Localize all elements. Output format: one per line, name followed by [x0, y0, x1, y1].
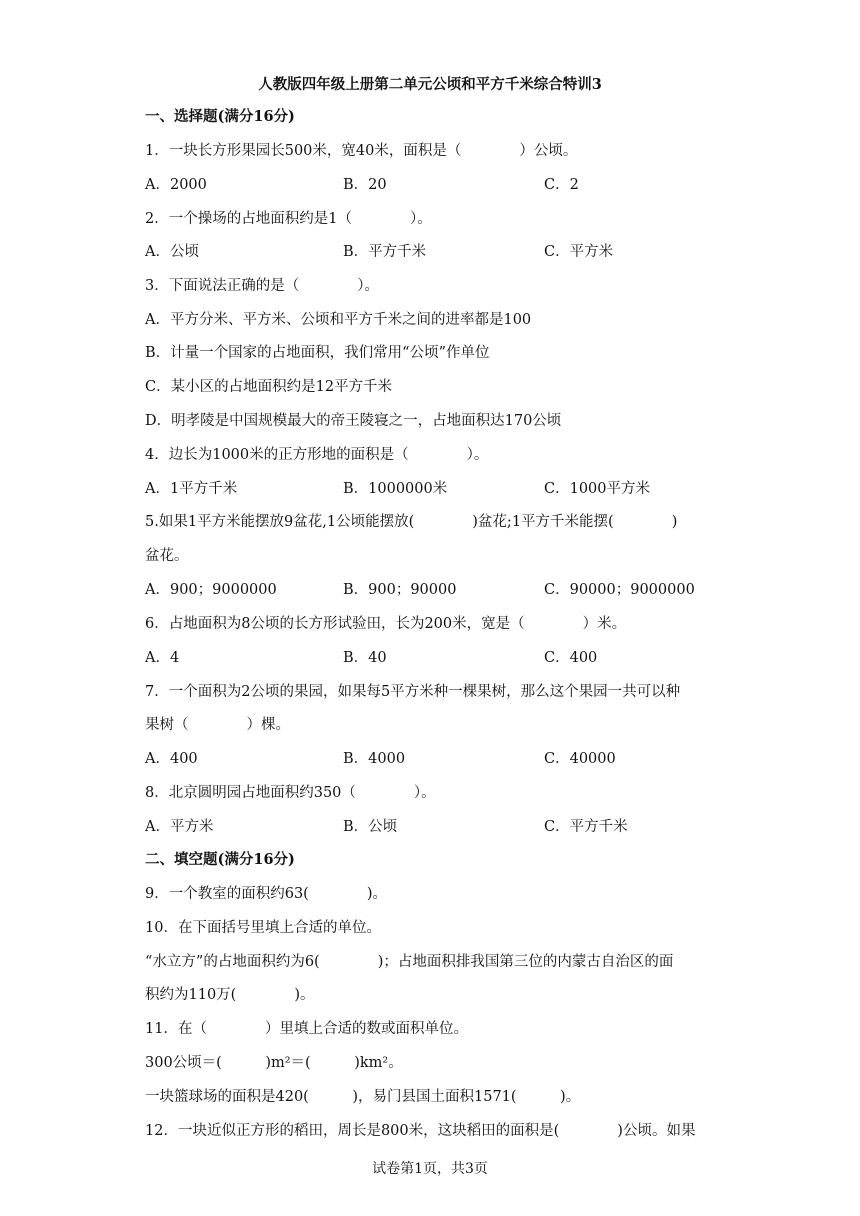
q6-option-b: B．40	[343, 650, 387, 666]
page-footer: 试卷第1页，共3页	[372, 1161, 488, 1177]
q7-option-b: B．4000	[343, 751, 406, 767]
question-3: 3．下面说法正确的是（ ）。	[145, 278, 379, 294]
q2-option-b: B．平方千米	[343, 244, 427, 260]
question-9: 9．一个教室的面积约63( )。	[145, 886, 387, 902]
q5-option-c: C．90000；9000000	[544, 582, 695, 598]
q6-option-a: A．4	[145, 650, 180, 666]
q1-option-c: C．2	[544, 177, 579, 193]
q1-option-a: A．2000	[145, 177, 207, 193]
q3-option-c: C．某小区的占地面积约是12平方千米	[145, 379, 393, 395]
question-7-line-2: 果树（ ）棵。	[145, 717, 290, 733]
q7-option-a: A．400	[145, 751, 198, 767]
q3-option-b: B．计量一个国家的占地面积，我们常用“公顷”作单位	[145, 345, 490, 361]
q2-option-c: C．平方米	[544, 244, 614, 260]
q3-option-d: D．明孝陵是中国规模最大的帝王陵寝之一，占地面积达170公顷	[145, 413, 562, 429]
q2-option-a: A．公顷	[145, 244, 199, 260]
q7-option-c: C．40000	[544, 751, 616, 767]
q8-option-a: A．平方米	[145, 819, 214, 835]
question-7-line-1: 7．一个面积为2公顷的果园，如果每5平方米种一棵果树，那么这个果园一共可以种	[145, 684, 681, 700]
question-1: 1．一块长方形果园长500米，宽40米，面积是（ ）公顷。	[145, 143, 578, 159]
q4-option-c: C．1000平方米	[544, 481, 650, 497]
q1-option-b: B．20	[343, 177, 387, 193]
section-choice-heading: 一、选择题(满分16分)	[145, 108, 295, 125]
q11-line-2: 一块篮球场的面积是420( )，易门县国土面积1571( )。	[145, 1089, 581, 1105]
q10-line-2: 积约为110万( )。	[145, 987, 315, 1003]
question-8: 8．北京圆明园占地面积约350（ ）。	[145, 785, 436, 801]
q8-option-b: B．公顷	[343, 819, 398, 835]
section-fill-heading: 二、填空题(满分16分)	[145, 851, 295, 868]
q10-line-1: “水立方”的占地面积约为6( )；占地面积排我国第三位的内蒙古自治区的面	[145, 954, 674, 970]
page-title: 人教版四年级上册第二单元公顷和平方千米综合特训3	[258, 76, 602, 93]
q6-option-c: C．400	[544, 650, 598, 666]
q8-option-c: C．平方千米	[544, 819, 628, 835]
question-11: 11．在（ ）里填上合适的数或面积单位。	[145, 1021, 468, 1037]
question-4: 4．边长为1000米的正方形地的面积是（ ）。	[145, 447, 489, 463]
q3-option-a: A．平方分米、平方米、公顷和平方千米之间的进率都是100	[145, 312, 532, 328]
q5-option-b: B．900；90000	[343, 582, 457, 598]
question-5-line-1: 5.如果1平方米能摆放9盆花,1公顷能摆放( )盆花;1平方千米能摆( )	[145, 514, 678, 530]
question-12: 12．一块近似正方形的稻田，周长是800米，这块稻田的面积是( )公顷。如果	[145, 1123, 696, 1139]
question-10: 10．在下面括号里填上合适的单位。	[145, 920, 381, 936]
q5-option-a: A．900；9000000	[145, 582, 277, 598]
question-6: 6．占地面积为8公顷的长方形试验田，长为200米，宽是（ ）米。	[145, 616, 627, 632]
q4-option-a: A．1平方千米	[145, 481, 238, 497]
q4-option-b: B．1000000米	[343, 481, 448, 497]
question-5-line-2: 盆花。	[145, 548, 189, 564]
question-2: 2．一个操场的占地面积约是1（ ）。	[145, 211, 432, 227]
q11-line-1: 300公顷＝( )m²＝( )km²。	[145, 1055, 403, 1071]
